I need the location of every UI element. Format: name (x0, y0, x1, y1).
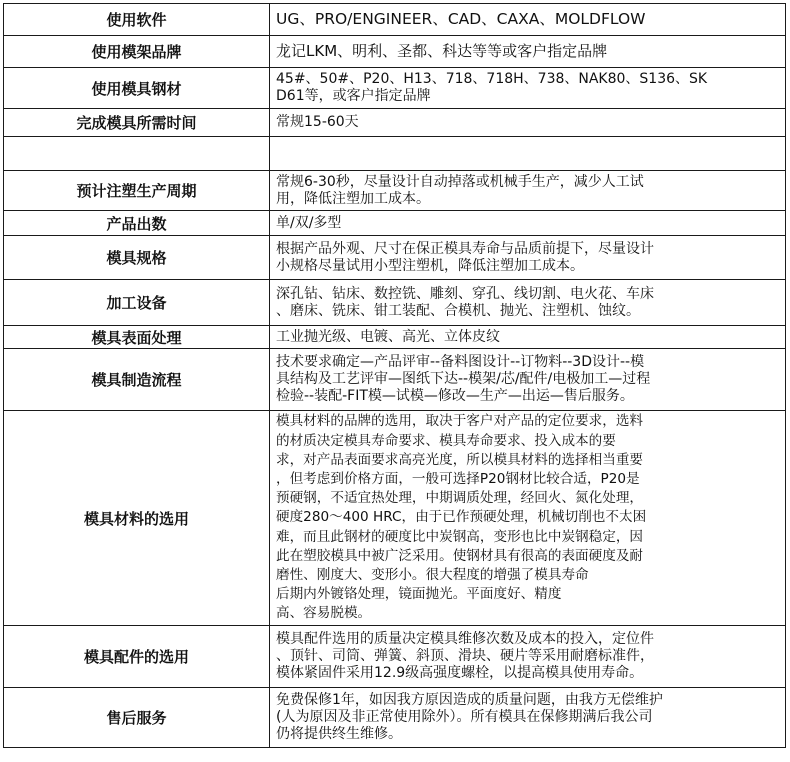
row-label: 使用模架品牌 (4, 36, 270, 68)
row-value: 45#、50#、P20、H13、718、718H、738、NAK80、S136、SK D61等，或客户指定品牌 (270, 68, 786, 109)
row-value: UG、PRO/ENGINEER、CAD、CAXA、MOLDFLOW (270, 4, 786, 36)
row-value: 常规15-60天 (270, 109, 786, 137)
row-label: 模具材料的选用 (4, 411, 270, 626)
row-label: 模具规格 (4, 236, 270, 280)
row-value: 模具配件选用的质量决定模具维修次数及成本的投入，定位件 、顶针、司筒、弹簧、斜顶、滑块、硬片等采用耐磨标准件， 模体紧固件采用12.9级高强度螺栓，以提高模具使用寿命。 (270, 626, 786, 688)
row-value: 技术要求确定—产品评审--备料图设计--订物料--3D设计--模 具结构及工艺评审—图纸下达--模架/芯/配件/电极加工—过程 检验--装配-FIT模—试模—修改—生产—出运—售后服务。 (270, 349, 786, 411)
table-row (4, 211, 786, 236)
row-label: 模具配件的选用 (4, 626, 270, 688)
row-value: 深孔钻、钻床、数控铣、雕刻、穿孔、线切割、电火花、车床 、磨床、铣床、钳工装配、合模机、抛光、注塑机、蚀纹。 (270, 280, 786, 326)
table-row (4, 411, 786, 626)
row-value: 单/双/多型 (270, 211, 786, 236)
table-row (4, 68, 786, 109)
table-row (4, 349, 786, 411)
table-row (4, 236, 786, 280)
row-label: 产品出数 (4, 211, 270, 236)
row-value: 工业抛光级、电镀、高光、立体皮纹 (270, 326, 786, 349)
row-value: 常规6-30秒，尽量设计自动掉落或机械手生产，减少人工试 用，降低注塑加工成本。 (270, 171, 786, 211)
table-row (4, 171, 786, 211)
row-label: 模具表面处理 (4, 326, 270, 349)
row-value: 免费保修1年，如因我方原因造成的质量问题，由我方无偿维护 (人为原因及非正常使用除外）。所有模具在保修期满后我公司 仍将提供终生维修。 (270, 688, 786, 748)
row-label: 预计注塑生产周期 (4, 171, 270, 211)
row-value: 龙记LKM、明利、圣都、科达等等或客户指定品牌 (270, 36, 786, 68)
row-value: 根据产品外观、尺寸在保正模具寿命与品质前提下，尽量设计 小规格尽量试用小型注塑机，降低注塑加工成本。 (270, 236, 786, 280)
row-label: 加工设备 (4, 280, 270, 326)
row-value: 模具材料的品牌的选用，取决于客户对产品的定位要求，选料 的材质决定模具寿命要求、模具寿命要求、投入成本的要 求，对产品表面要求高亮光度，所以模具材料的选择相当重要 ，但考虑到价格方面，一般可选择P20钢材比较合适，P20是 预硬钢，不适宜热处理，中期调质处理，经回火、氮化处理， 硬度280～400 HRC，由于已作预硬处理，机械切削也不太困 难，而且此钢材的硬度比中炭钢高，变形也比中炭钢稳定，因 此在塑胶模具中被广泛采用。使钢材具有很高的表面硬度及耐 磨性、刚度大、变形小。很大程度的增强了模具寿命 后期内外镀铬处理，镜面抛光。平面度好、精度 高、容易脱模。 (270, 411, 786, 626)
table-row (4, 688, 786, 748)
table-row (4, 36, 786, 68)
row-label: 售后服务 (4, 688, 270, 748)
table-row (4, 280, 786, 326)
row-label: 模具制造流程 (4, 349, 270, 411)
table-row (4, 109, 786, 137)
row-value (270, 137, 786, 171)
row-label: 完成模具所需时间 (4, 109, 270, 137)
row-label: 使用模具钢材 (4, 68, 270, 109)
row-label: 使用软件 (4, 4, 270, 36)
table-row (4, 137, 786, 171)
row-label (4, 137, 270, 171)
table-row (4, 4, 786, 36)
table-row (4, 626, 786, 688)
mold-spec-table (3, 3, 786, 748)
table-row (4, 326, 786, 349)
